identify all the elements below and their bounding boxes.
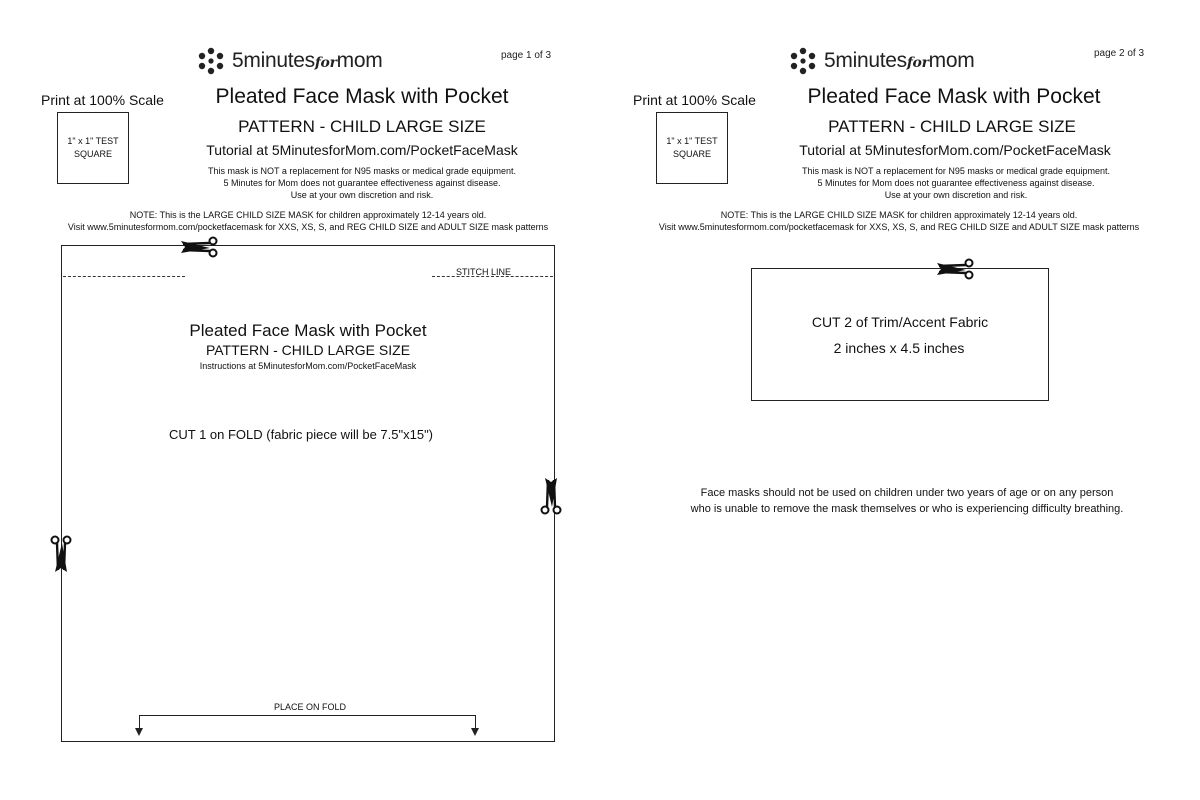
place-on-fold-label: PLACE ON FOLD xyxy=(273,702,347,712)
pattern-subtitle: PATTERN - CHILD LARGE SIZE xyxy=(205,342,411,358)
stitch-line-left xyxy=(63,276,185,277)
warning-line: who is unable to remove the mask themselves or who is experiencing difficulty breathing. xyxy=(690,503,1124,515)
page-title: Pleated Face Mask with Pocket xyxy=(807,85,1101,108)
safety-warning xyxy=(691,485,1124,517)
page-title: Pleated Face Mask with Pocket xyxy=(215,85,509,108)
test-square-line2: SQUARE xyxy=(73,149,112,159)
cut-instruction: CUT 1 on FOLD (fabric piece will be 7.5"x15") xyxy=(168,427,434,442)
mask-pattern-piece xyxy=(61,245,555,742)
page-number: page 2 of 3 xyxy=(1094,48,1145,59)
snowflake-icon xyxy=(196,46,226,76)
size-note xyxy=(659,210,1139,233)
brand-logo xyxy=(788,46,974,76)
disclaimer xyxy=(802,165,1110,201)
test-square-line2: SQUARE xyxy=(672,149,711,159)
size-note xyxy=(68,210,548,233)
fold-line-right xyxy=(475,715,476,729)
tutorial-link[interactable]: Tutorial at 5MinutesforMom.com/PocketFaceMask xyxy=(206,142,518,158)
note-line: NOTE: This is the LARGE CHILD SIZE MASK for children approximately 12-14 years old. xyxy=(720,210,1078,220)
page-subtitle: PATTERN - CHILD LARGE SIZE xyxy=(828,117,1076,136)
trim-cut-instruction: CUT 2 of Trim/Accent Fabric xyxy=(811,314,989,330)
fold-line-left xyxy=(139,715,140,729)
logo-wordmark: 5minutesformom xyxy=(824,49,975,72)
scissors-icon xyxy=(50,532,72,572)
disclaimer xyxy=(208,165,516,201)
test-square xyxy=(57,112,129,184)
pattern-page-2 xyxy=(592,0,1192,800)
logo-wordmark: 5minutesformom xyxy=(232,49,383,72)
note-line[interactable]: Visit www.5minutesformom.com/pocketfacemask for XXS, XS, S, and REG CHILD SIZE and ADULT SIZE mask patterns xyxy=(658,221,1140,232)
print-scale-label: Print at 100% Scale xyxy=(41,92,164,108)
test-square xyxy=(656,112,728,184)
scissors-icon xyxy=(181,236,221,258)
warning-line: Face masks should not be used on children under two years of age or on any person xyxy=(700,487,1114,499)
disclaimer-line: 5 Minutes for Mom does not guarantee effectiveness against disease. xyxy=(817,178,1095,188)
disclaimer-line: 5 Minutes for Mom does not guarantee effectiveness against disease. xyxy=(223,178,501,188)
trim-pattern-piece xyxy=(751,268,1049,401)
disclaimer-line: This mask is NOT a replacement for N95 masks or medical grade equipment. xyxy=(802,166,1110,176)
note-line: NOTE: This is the LARGE CHILD SIZE MASK for children approximately 12-14 years old. xyxy=(129,210,487,220)
scissors-icon xyxy=(540,478,562,518)
snowflake-icon xyxy=(788,46,818,76)
page-subtitle: PATTERN - CHILD LARGE SIZE xyxy=(238,117,486,136)
trim-size: 2 inches x 4.5 inches xyxy=(833,340,965,356)
disclaimer-line: Use at your own discretion and risk. xyxy=(884,190,1028,200)
arrow-down-icon xyxy=(471,728,479,736)
tutorial-link[interactable]: Tutorial at 5MinutesforMom.com/PocketFaceMask xyxy=(799,142,1111,158)
brand-logo xyxy=(196,46,382,76)
disclaimer-line: Use at your own discretion and risk. xyxy=(290,190,434,200)
pattern-instructions: Instructions at 5MinutesforMom.com/PocketFaceMask xyxy=(199,361,417,371)
stitch-line-label: STITCH LINE xyxy=(456,267,512,277)
disclaimer-line: This mask is NOT a replacement for N95 masks or medical grade equipment. xyxy=(208,166,516,176)
test-square-line1: 1" x 1" TEST xyxy=(67,135,119,146)
note-line[interactable]: Visit www.5minutesformom.com/pocketfacemask for XXS, XS, S, and REG CHILD SIZE and ADULT SIZE mask patterns xyxy=(67,221,549,232)
fold-line xyxy=(139,715,475,716)
test-square-line1: 1" x 1" TEST xyxy=(666,135,718,146)
pattern-title: Pleated Face Mask with Pocket xyxy=(189,321,427,340)
scissors-icon xyxy=(937,258,977,280)
page-number: page 1 of 3 xyxy=(501,50,552,61)
arrow-down-icon xyxy=(135,728,143,736)
print-scale-label: Print at 100% Scale xyxy=(633,92,756,108)
